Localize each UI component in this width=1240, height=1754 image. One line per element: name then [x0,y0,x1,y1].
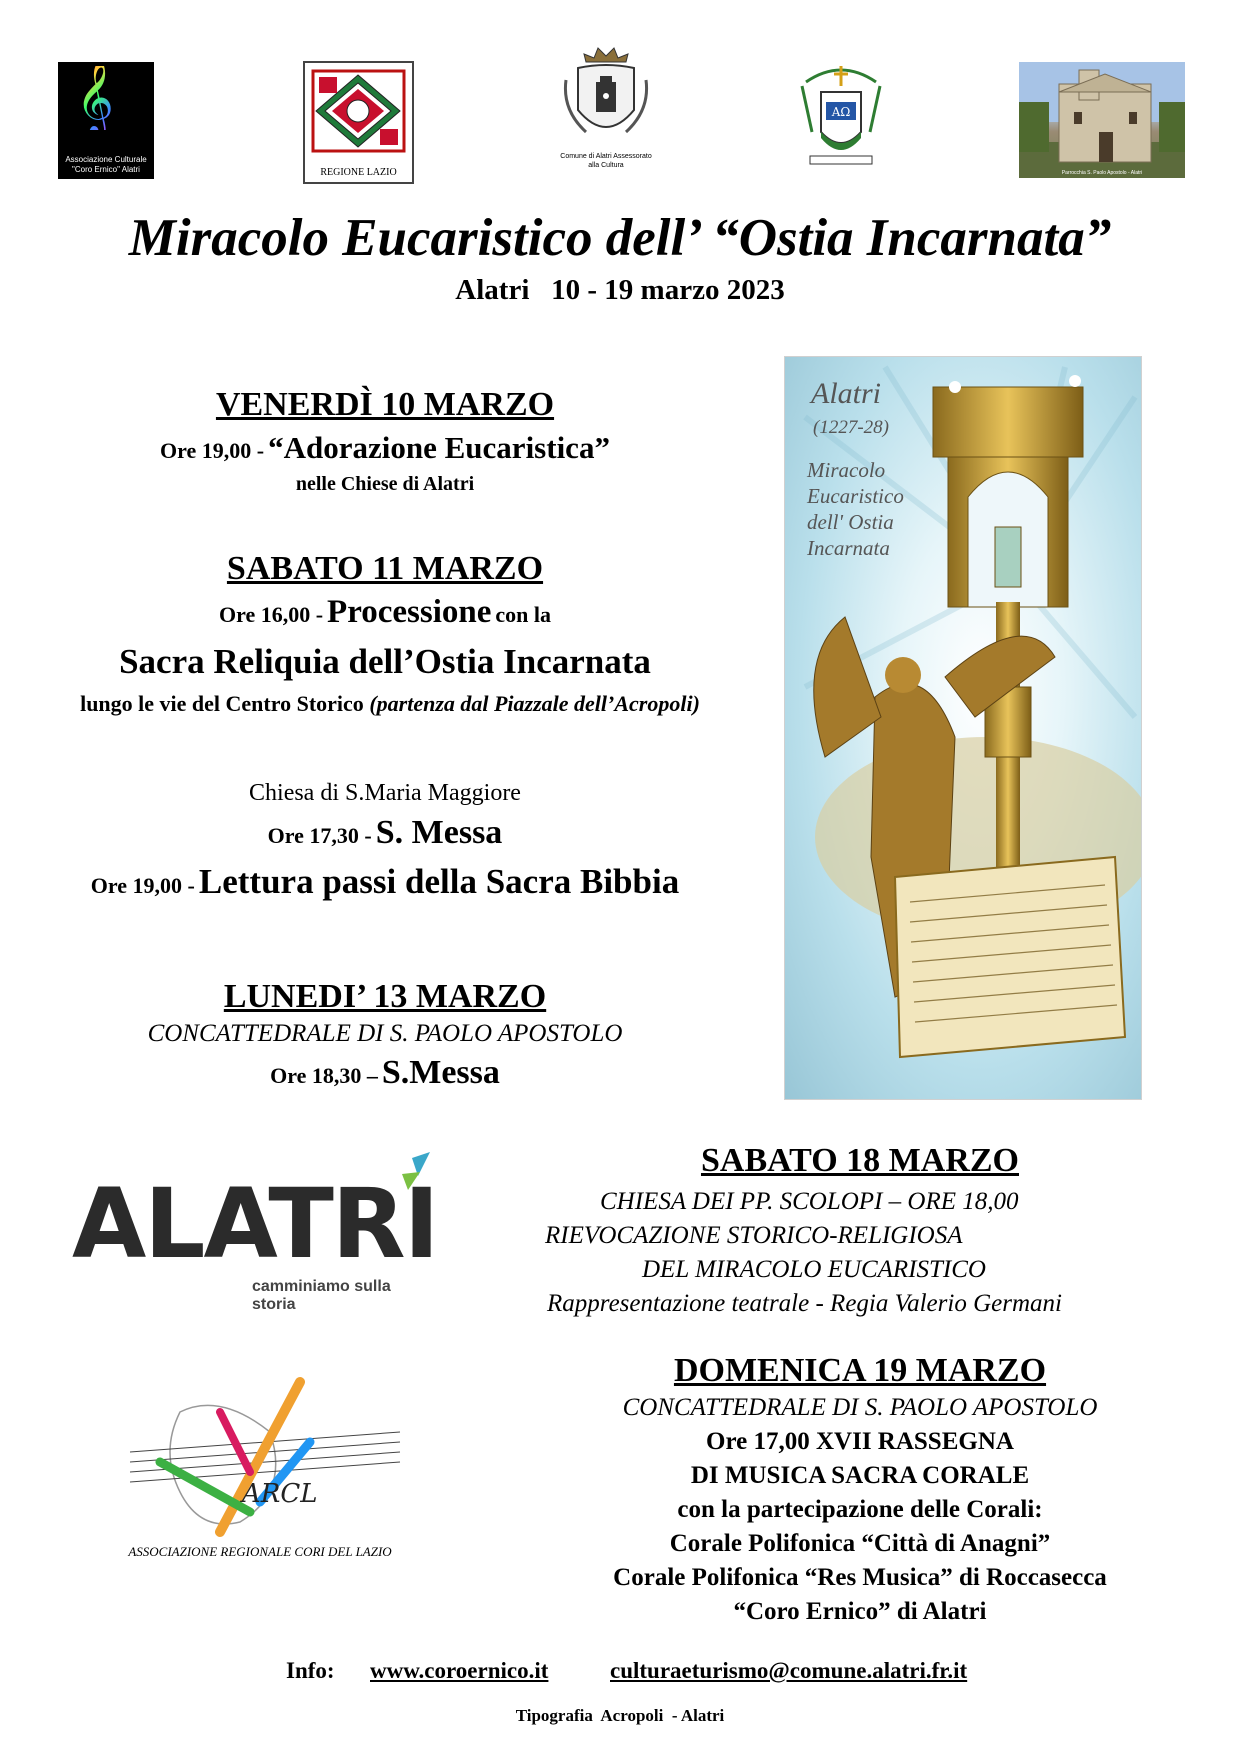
monday-time: Ore 18,30 – [270,1063,378,1088]
printer-credit: Tipografia Acropoli - Alatri [515,1706,725,1725]
saturday18-heading: SABATO 18 MARZO [700,1142,1019,1179]
page-subtitle: Alatri 10 - 19 marzo 2023 [455,274,785,306]
comune-alatri-caption: Comune di Alatri Assessorato alla Cultura [560,153,652,169]
friday-event: “Adorazione Eucaristica” [268,430,610,465]
diocese-crest [796,62,886,182]
saturday11-relic: Sacra Reliquia dell’Ostia Incarnata [119,642,651,681]
coro-ernico-logo [58,62,154,179]
sunday-line4: Corale Polifonica “Città di Anagni” [669,1530,1051,1557]
saturday11-church: Chiesa di S.Maria Maggiore [249,780,521,806]
website-link[interactable]: www.coroernico.it [370,1658,549,1683]
bishop-crest-icon [796,62,886,182]
picture-line6: Incarnata [807,536,890,560]
reliquary-picture [784,356,1142,1100]
saturday11-time3: Ore 19,00 - [90,873,195,898]
parish-caption: Parrocchia S. Paolo Apostolo - Alatri [1061,170,1143,176]
regione-lazio-emblem-icon [305,63,412,159]
coro-ernico-caption: Associazione Culturale "Coro Ernico" Alatri [65,155,147,174]
picture-line3: Miracolo [807,458,886,482]
sunday-line6: “Coro Ernico” di Alatri [733,1598,987,1625]
picture-alatri: Alatri [811,377,882,410]
alatri-tagline: camminiamo sulla storia [252,1278,391,1313]
page-title: Miracolo Eucaristico dell’ “Ostia Incarnata” [128,209,1112,267]
alatri-brand: ALATRI [72,1168,438,1280]
saturday11-start: (partenza dal Piazzale dell’Acropoli) [369,691,700,716]
saturday18-line2: RIEVOCAZIONE STORICO-RELIGIOSA [545,1222,963,1249]
sunday-heading: DOMENICA 19 MARZO [673,1352,1047,1389]
friday-time: Ore 19,00 - [160,438,265,463]
arcl-letters: ARCL [242,1479,318,1509]
friday-heading: VENERDÌ 10 MARZO [215,386,555,423]
arcl-caption: ASSOCIAZIONE REGIONALE CORI DEL LAZIO [128,1544,392,1559]
saturday11-route: lungo le vie del Centro Storico [80,691,364,716]
regione-lazio-caption: REGIONE LAZIO [320,167,397,178]
svg-text:ΑΩ: ΑΩ [831,105,851,119]
monday-mass: S.Messa [381,1054,500,1091]
picture-line4: Eucaristico [807,484,904,508]
saturday11-with: con la [495,602,552,627]
treble-clef-icon: 𝄞 [76,62,114,135]
monday-place: CONCATTEDRALE DI S. PAOLO APOSTOLO [147,1020,623,1047]
arcl-emblem-icon [100,1372,420,1542]
friday-place: nelle Chiese di Alatri [295,473,475,495]
saturday11-time2: Ore 17,30 - [267,823,372,848]
sunday-line5: Corale Polifonica “Res Musica” di Roccasecca [613,1564,1107,1591]
picture-years: (1227-28) [813,417,889,438]
info-label: Info: [286,1658,335,1683]
sunday-place: CONCATTEDRALE DI S. PAOLO APOSTOLO [622,1394,1098,1421]
saturday11-time: Ore 16,00 - [218,602,324,627]
parish-church-photo [1019,62,1185,178]
saturday11-heading: SABATO 11 MARZO [226,550,544,587]
regione-lazio-logo [303,61,414,184]
picture-line5: dell' Ostia [807,510,894,534]
saturday18-line1: CHIESA DEI PP. SCOLOPI – ORE 18,00 [600,1188,1019,1215]
saturday18-line4: Rappresentazione teatrale - Regia Valerio Germani [547,1290,1062,1317]
saturday18-line3: DEL MIRACOLO EUCARISTICO [642,1256,986,1283]
comune-crest-icon [556,40,656,150]
saturday11-reading: Lettura passi della Sacra Bibbia [198,862,680,901]
sunday-line3: con la partecipazione delle Corali: [677,1496,1043,1523]
arcl-logo [100,1372,420,1582]
sunday-line2: DI MUSICA SACRA CORALE [690,1462,1030,1489]
comune-alatri-logo [556,40,656,175]
monday-heading: LUNEDI’ 13 MARZO [223,978,547,1015]
saturday11-event: Processione [327,594,492,630]
church-facade-icon [1019,62,1185,178]
sunday-line1: Ore 17,00 XVII RASSEGNA [706,1428,1014,1455]
email-link[interactable]: culturaeturismo@comune.alatri.fr.it [610,1658,968,1683]
saturday11-mass: S. Messa [375,814,503,851]
alatri-logo [72,1150,438,1313]
